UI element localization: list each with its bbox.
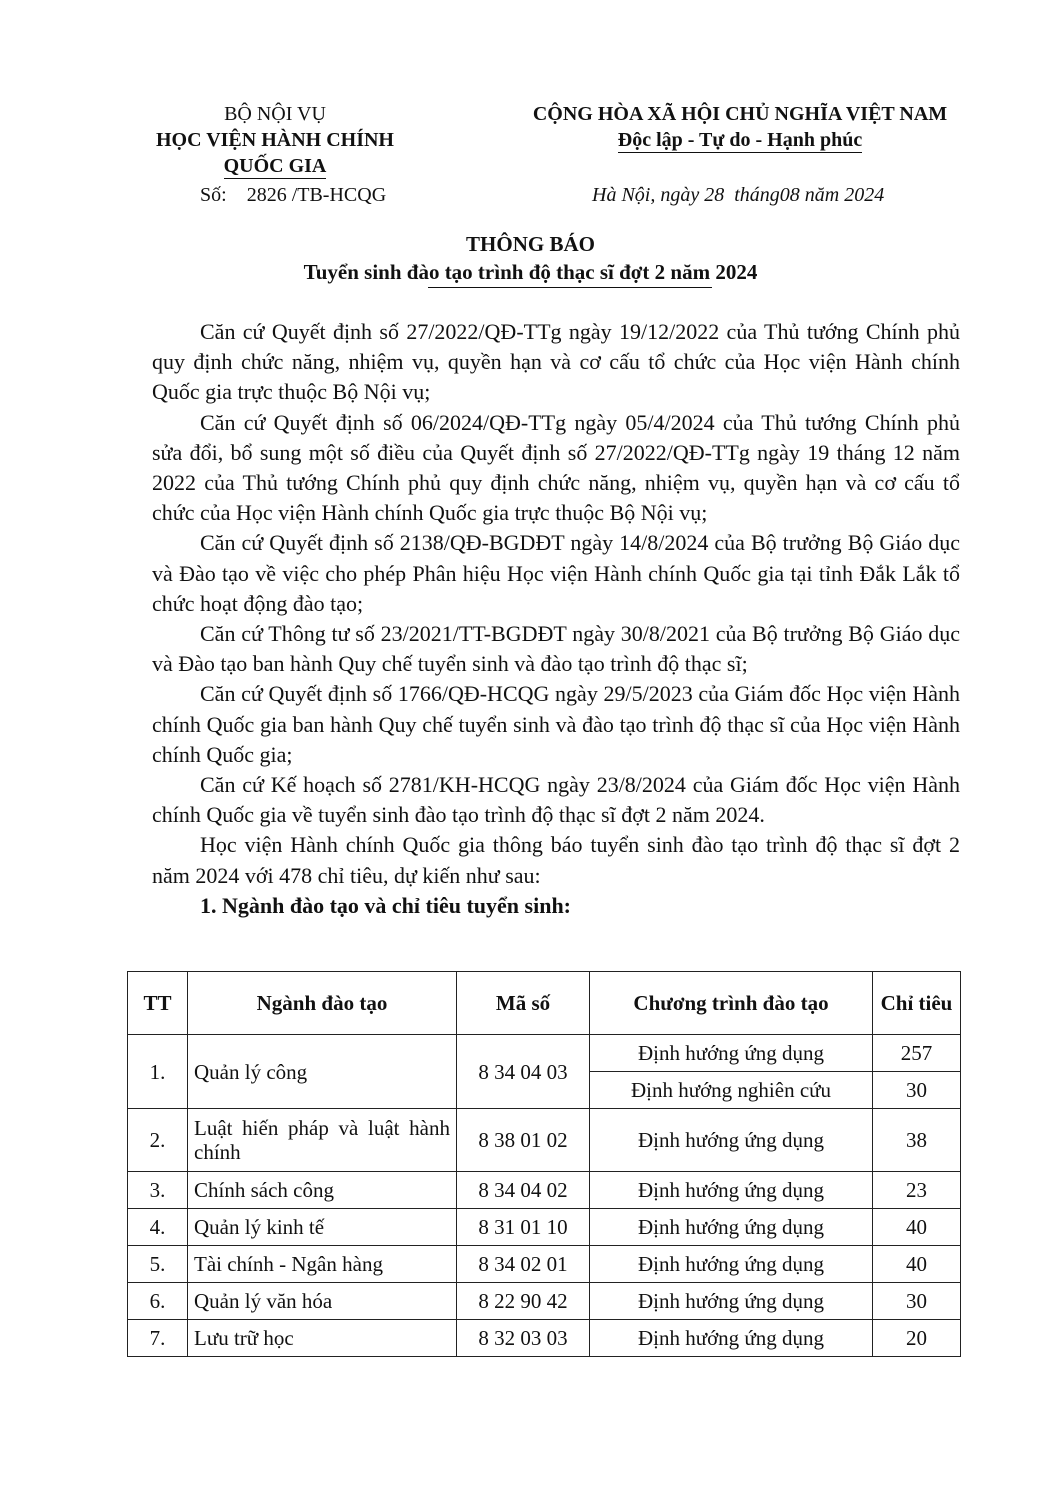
national-header-block [505,101,975,153]
legal-basis-paragraph: Căn cứ Kế hoạch số 2781/KH-HCQG ngày 23/8/2024 của Giám đốc Học viện Hành chính Quốc gia về tuyển sinh đào tạo trình độ thạc sĩ đợt 2 năm 2024. [152,772,960,828]
header-code: Mã số [457,972,590,1035]
date-year: năm 2024 [804,184,885,206]
quota: 40 [873,1209,961,1246]
quota: 20 [873,1320,961,1357]
legal-basis-paragraph: Căn cứ Thông tư số 23/2021/TT-BGDĐT ngày 30/8/2021 của Bộ trưởng Bộ Giáo dục và Đào tạo ban hành Quy chế tuyển sinh và đào tạo trình độ thạc sĩ; [152,621,960,677]
quota: 38 [873,1109,961,1172]
program-type: Định hướng ứng dụng [590,1172,873,1209]
major-code: 8 38 01 02 [457,1109,590,1172]
quota: 30 [873,1072,961,1109]
program-type: Định hướng ứng dụng [590,1109,873,1172]
date-month-label: tháng [734,184,780,206]
row-number: 5. [128,1246,188,1283]
program-type: Định hướng ứng dụng [590,1035,873,1072]
table-row [128,1246,961,1283]
document-number [200,184,386,207]
row-number: 3. [128,1172,188,1209]
legal-basis-paragraph: Căn cứ Quyết định số 27/2022/QĐ-TTg ngày 19/12/2022 của Thủ tướng Chính phủ quy định chức năng, nhiệm vụ, quyền hạn và cơ cấu tổ chức của Học viện Hành chính Quốc gia trực thuộc Bộ Nội vụ; [152,319,960,405]
program-type: Định hướng ứng dụng [590,1209,873,1246]
header-quota: Chỉ tiêu [873,972,961,1035]
table-header-row [128,972,961,1035]
quota: 23 [873,1172,961,1209]
country-name: CỘNG HÒA XÃ HỘI CHỦ NGHĨA VIỆT NAM [532,103,948,125]
date-month: 08 [779,184,800,206]
document-number-label: Số: [200,184,227,206]
table-row [128,1035,961,1072]
major-name: Chính sách công [188,1172,457,1209]
program-type: Định hướng ứng dụng [590,1283,873,1320]
major-name: Tài chính - Ngân hàng [188,1246,457,1283]
document-body [152,317,960,921]
section-heading: 1. Ngành đào tạo và chỉ tiêu tuyển sinh: [200,892,572,918]
issuing-agency-block [130,101,420,179]
row-number: 6. [128,1283,188,1320]
table-row [128,1109,961,1172]
legal-basis-paragraph: Căn cứ Quyết định số 2138/QĐ-BGDĐT ngày 14/8/2024 của Bộ trưởng Bộ Giáo dục và Đào tạo về việc cho phép Phân hiệu Học viện Hành chính Quốc gia tại tỉnh Đắk Lắk tổ chức hoạt động đào tạo; [152,530,960,616]
program-type: Định hướng ứng dụng [590,1246,873,1283]
announcement-paragraph: Học viện Hành chính Quốc gia thông báo tuyển sinh đào tạo trình độ thạc sĩ đợt 2 năm 2024 với 478 chỉ tiêu, dự kiến như sau: [152,832,960,888]
ministry-name: BỘ NỘI VỤ [224,103,326,125]
table-row [128,1209,961,1246]
major-code: 8 31 01 10 [457,1209,590,1246]
row-number: 1. [128,1035,188,1109]
institute-name-line2: QUỐC GIA [223,155,327,177]
enrollment-quota-table [127,971,961,1357]
major-code: 8 34 04 03 [457,1035,590,1109]
document-date [592,184,884,207]
major-code: 8 22 90 42 [457,1283,590,1320]
row-number: 7. [128,1320,188,1357]
major-name: Quản lý kinh tế [188,1209,457,1246]
major-name: Lưu trữ học [188,1320,457,1357]
national-motto: Độc lập - Tự do - Hạnh phúc [617,129,863,151]
header-program: Chương trình đào tạo [590,972,873,1035]
major-code: 8 32 03 03 [457,1320,590,1357]
table-row [128,1172,961,1209]
program-type: Định hướng nghiên cứu [590,1072,873,1109]
document-subtitle: Tuyển sinh đào tạo trình độ thạc sĩ đợt 2 năm 2024 [303,260,758,284]
major-name: Quản lý văn hóa [188,1283,457,1320]
subtitle-underline [428,287,712,288]
legal-basis-paragraph: Căn cứ Quyết định số 06/2024/QĐ-TTg ngày 05/4/2024 của Thủ tướng Chính phủ sửa đổi, bổ sung một số điều của Quyết định số 27/2022/QĐ-TTg ngày 19 tháng 12 năm 2022 của Thủ tướng Chính phủ quy định chức năng, nhiệm vụ, quyền hạn và cơ cấu tổ chức của Học viện Hành chính Quốc gia trực thuộc Bộ Nội vụ; [152,409,960,526]
major-code: 8 34 02 01 [457,1246,590,1283]
header-tt: TT [128,972,188,1035]
quota: 40 [873,1246,961,1283]
major-name: Luật hiến pháp và luật hành chính [188,1109,457,1172]
date-day: 28 [704,184,725,206]
date-prefix: Hà Nội, ngày [592,184,700,206]
row-number: 4. [128,1209,188,1246]
table-row [128,1320,961,1357]
document-number-value: 2826 /TB-HCQG [246,184,387,206]
legal-basis-paragraph: Căn cứ Quyết định số 1766/QĐ-HCQG ngày 29/5/2023 của Giám đốc Học viện Hành chính Quốc gia ban hành Quy chế tuyển sinh và đào tạo trình độ thạc sĩ của Học viện Hành chính Quốc gia; [152,681,960,767]
program-type: Định hướng ứng dụng [590,1320,873,1357]
major-code: 8 34 04 02 [457,1172,590,1209]
document-title: THÔNG BÁO [466,232,595,256]
quota: 30 [873,1283,961,1320]
major-name: Quản lý công [188,1035,457,1109]
row-number: 2. [128,1109,188,1172]
header-major: Ngành đào tạo [188,972,457,1035]
table-row [128,1283,961,1320]
quota: 257 [873,1035,961,1072]
institute-name-line1: HỌC VIỆN HÀNH CHÍNH [156,129,394,151]
